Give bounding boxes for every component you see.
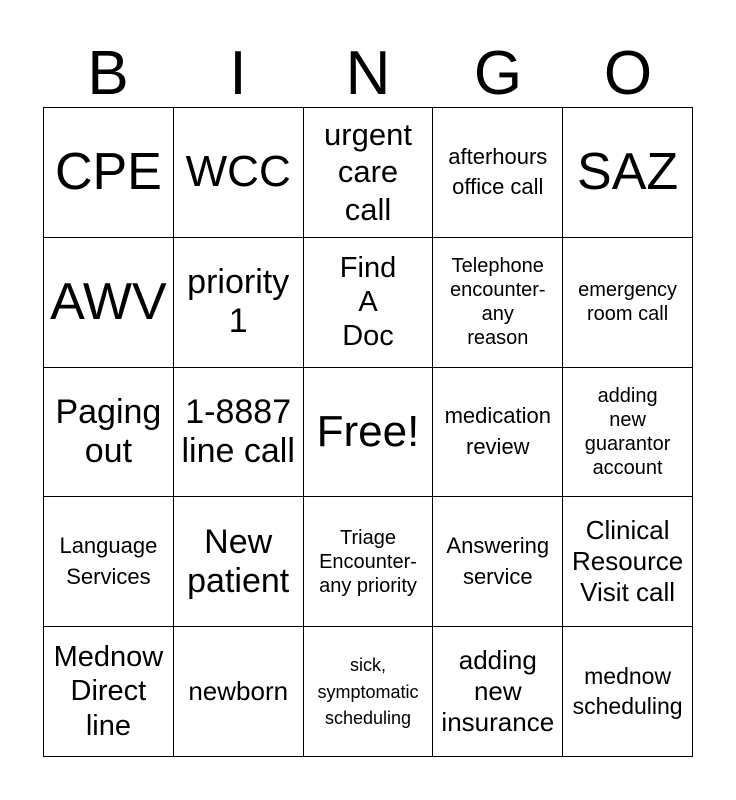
cell-label: Language Services (59, 532, 158, 589)
cell-label: sick, symptomatic scheduling (317, 655, 419, 728)
bingo-cell[interactable] (563, 368, 693, 498)
bingo-cell[interactable] (44, 368, 174, 498)
cell-label: Find A Doc (339, 251, 397, 353)
bingo-cell[interactable] (174, 108, 304, 238)
cell-label: medication review (444, 403, 551, 459)
cell-label: urgent care call (324, 116, 412, 228)
cell-label: emergency room call (578, 279, 678, 326)
cell-label: Paging out (55, 392, 162, 470)
cell-label: Telephone encounter- any reason (449, 255, 546, 350)
bingo-cell[interactable] (433, 627, 563, 757)
bingo-cell[interactable] (304, 627, 434, 757)
bingo-cell[interactable] (44, 238, 174, 368)
bingo-cell[interactable] (563, 497, 693, 627)
bingo-cell[interactable] (563, 627, 693, 757)
cell-label: adding new insurance (441, 644, 555, 738)
cell-label: New patient (187, 522, 290, 600)
bingo-cell[interactable] (433, 238, 563, 368)
header-letter-b: B (87, 39, 129, 108)
bingo-cell[interactable] (44, 497, 174, 627)
bingo-cell[interactable] (304, 238, 434, 368)
bingo-cell[interactable] (304, 497, 434, 627)
bingo-cell free-space[interactable] (304, 368, 434, 498)
cell-label: Answering service (446, 532, 550, 589)
bingo-cell[interactable] (174, 238, 304, 368)
cell-label: Triage Encounter- any priority (319, 526, 417, 597)
header-letter-n: N (345, 39, 391, 108)
cell-label: priority 1 (187, 263, 290, 341)
cell-label: CPE (54, 143, 162, 202)
cell-label: AWV (50, 272, 167, 331)
cell-label: afterhours office call (448, 143, 548, 200)
bingo-cell[interactable] (44, 627, 174, 757)
bingo-cell[interactable] (563, 238, 693, 368)
cell-label: Clinical Resource Visit call (571, 515, 684, 608)
bingo-cell[interactable] (433, 368, 563, 498)
bingo-header (43, 40, 693, 108)
cell-label: 1-8887 line call (181, 392, 295, 470)
cell-label: mednow scheduling (572, 662, 683, 719)
bingo-cell[interactable] (563, 108, 693, 238)
header-letter-o: O (603, 39, 653, 108)
bingo-cell[interactable] (174, 368, 304, 498)
bingo-cell[interactable] (433, 497, 563, 627)
cell-label: newborn (188, 676, 289, 706)
bingo-cell[interactable] (44, 108, 174, 238)
header-letter-i: I (229, 39, 247, 108)
cell-label: WCC (185, 147, 291, 197)
cell-label: Mednow Direct line (53, 641, 164, 742)
header-letter-g: G (473, 39, 523, 108)
bingo-cell[interactable] (304, 108, 434, 238)
bingo-cell[interactable] (433, 108, 563, 238)
bingo-board (43, 107, 693, 757)
bingo-cell[interactable] (174, 497, 304, 627)
bingo-cell[interactable] (174, 627, 304, 757)
cell-label: adding new guarantor account (584, 384, 671, 479)
cell-label: SAZ (577, 143, 679, 202)
cell-label: Free! (316, 406, 420, 456)
